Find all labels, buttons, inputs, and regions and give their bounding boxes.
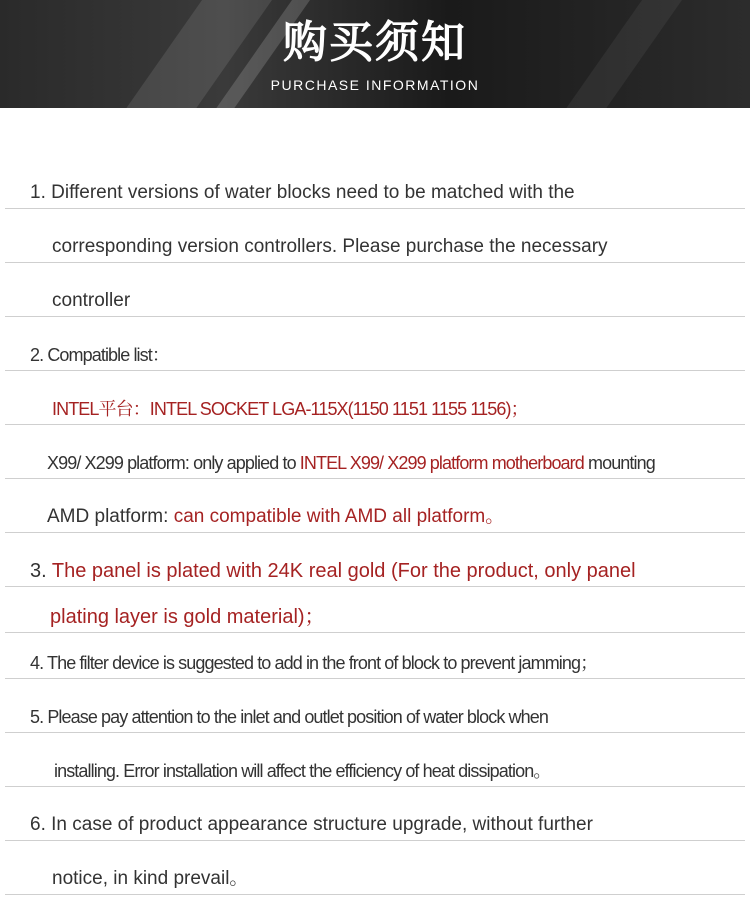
x99-highlight: INTEL X99/ X299 platform motherboard — [299, 453, 584, 473]
divider — [5, 424, 745, 425]
list-item: 5. Please pay attention to the inlet and outlet position of water block when — [30, 707, 548, 727]
divider — [5, 586, 745, 587]
amd-compat-line — [47, 505, 504, 529]
divider — [5, 208, 745, 209]
divider — [5, 478, 745, 479]
gold-notice: The panel is plated with 24K real gold (For the product, only panel — [51, 560, 636, 582]
divider — [5, 262, 745, 263]
x99-compat-line — [47, 451, 655, 475]
amd-prefix: AMD platform: — [47, 506, 174, 527]
list-item — [30, 559, 636, 583]
divider — [5, 732, 745, 733]
page-subtitle: PURCHASE INFORMATION — [270, 77, 480, 93]
divider — [5, 370, 745, 371]
intel-compat-line: INTEL平台：INTEL SOCKET LGA-115X(1150 1151 1155 1156)； — [52, 399, 528, 419]
divider — [5, 786, 745, 787]
x99-prefix: X99/ X299 platform: only applied to — [47, 453, 300, 473]
divider — [5, 894, 745, 895]
list-item: 2. Compatible list： — [30, 345, 169, 365]
list-item: 1. Different versions of water blocks need to be matched with the — [30, 182, 575, 203]
divider — [5, 532, 745, 533]
x99-suffix: mounting — [583, 453, 655, 473]
divider — [5, 316, 745, 317]
page-title: 购买须知 — [283, 17, 467, 68]
header-banner — [0, 0, 750, 108]
divider — [5, 632, 745, 633]
list-item: 6. In case of product appearance structure upgrade, without further — [30, 814, 593, 835]
list-item: installing. Error installation will affect the efficiency of heat dissipation。 — [54, 761, 551, 781]
amd-highlight: can compatible with AMD all platform。 — [173, 506, 505, 527]
list-item: 4. The filter device is suggested to add in the front of block to prevent jamming； — [30, 653, 598, 673]
divider — [5, 678, 745, 679]
divider — [5, 840, 745, 841]
list-item: notice, in kind prevail。 — [52, 868, 249, 889]
gold-notice-cont: plating layer is gold material)； — [50, 606, 325, 628]
item-number: 3. — [30, 560, 52, 582]
list-item: controller — [52, 290, 131, 311]
list-item: corresponding version controllers. Please purchase the necessary — [52, 236, 608, 257]
